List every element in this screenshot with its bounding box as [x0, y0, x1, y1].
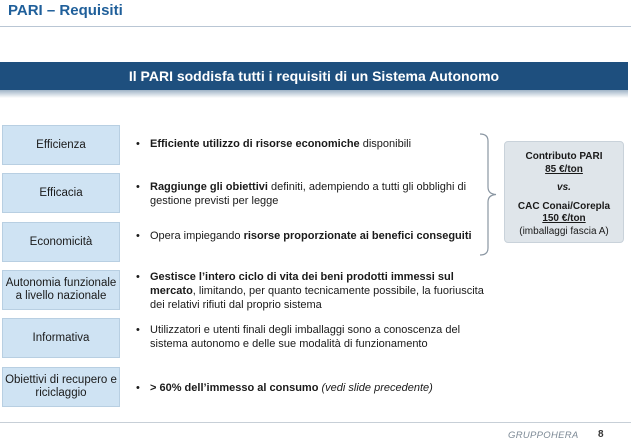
requirement-label-autonomia: Autonomia funzionale a livello nazionale	[2, 270, 120, 310]
bullet-marker: •	[136, 324, 140, 336]
requirement-label-economicita: Economicità	[2, 222, 120, 262]
requirement-description	[136, 381, 491, 395]
description-segment: Gestisce l’intero ciclo di vita dei beni prodotti immessi sul mercato	[150, 271, 454, 297]
comparison-note: (imballaggi fascia A)	[519, 225, 609, 237]
bullet-marker: •	[136, 181, 140, 193]
requirement-description	[136, 323, 491, 351]
requirement-description	[136, 180, 491, 208]
bullet-marker: •	[136, 230, 140, 242]
bullet-marker: •	[136, 138, 140, 150]
curly-bracket	[478, 133, 498, 256]
requirement-description	[136, 229, 491, 243]
requirement-description	[136, 270, 491, 312]
requirement-label-informativa: Informativa	[2, 318, 120, 358]
page-title: PARI – Requisiti	[8, 2, 123, 19]
description-segment: Utilizzatori e utenti finali degli imballaggi sono a conoscenza del sistema autonomo e delle sue modalità di funzionamento	[150, 324, 461, 350]
requirement-label-obiettivi: Obiettivi di recupero e riciclaggio	[2, 367, 120, 407]
comparison-line: Contributo PARI	[525, 151, 603, 162]
banner: Il PARI soddisfa tutti i requisiti di un Sistema Autonomo	[0, 62, 628, 90]
description-segment: > 60% dell’immesso al consumo	[150, 382, 319, 394]
description-segment: definiti, adempiendo a tutti gli obblighi di gestione previsti per legge	[150, 181, 467, 207]
page-number: 8	[598, 429, 604, 440]
bullet-marker: •	[136, 382, 140, 394]
comparison-line: CAC Conai/Corepla	[517, 200, 611, 212]
requirement-label-efficienza: Efficienza	[2, 125, 120, 165]
requirement-label-efficacia: Efficacia	[2, 173, 120, 213]
title-divider	[0, 26, 631, 27]
contribution-comparison-box	[504, 141, 624, 243]
comparison-versus: vs.	[557, 182, 571, 193]
comparison-value: 150 €/ton	[542, 213, 586, 224]
banner-shadow	[0, 90, 628, 98]
description-segment: disponibili	[359, 138, 412, 150]
description-segment: Efficiente utilizzo di risorse economiche	[150, 138, 360, 150]
description-segment: Opera impiegando	[150, 230, 244, 242]
footer-divider	[0, 422, 631, 423]
brand-logo: GRUPPOHERA	[508, 430, 579, 441]
description-segment: risorse proporzionate ai benefici conseguiti	[243, 230, 472, 242]
description-segment: , limitando, per quanto tecnicamente possibile, la fuoriuscita dei relativi rifiuti dal proprio sistema	[150, 285, 484, 311]
requirement-description	[136, 137, 491, 151]
description-segment: Raggiunge gli obiettivi	[150, 181, 268, 193]
comparison-value: 85 €/ton	[545, 163, 583, 175]
description-segment: (vedi slide precedente)	[318, 382, 433, 394]
bullet-marker: •	[136, 271, 140, 283]
